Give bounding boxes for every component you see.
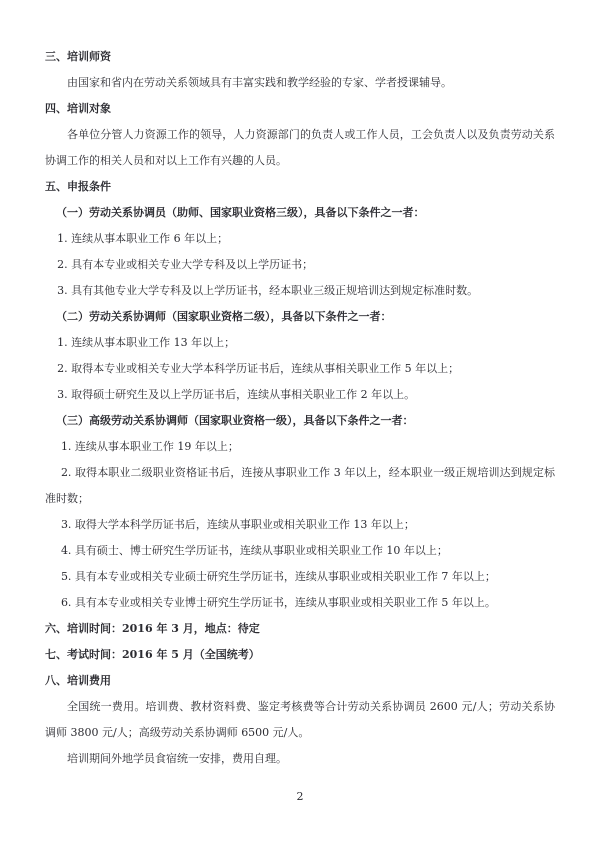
section-heading-exam-time: 七、考试时间：2016 年 5 月（全国统考） <box>45 648 260 661</box>
sub-heading-level-2-coordinator: （二）劳动关系协调师（国家职业资格二级），具备以下条件之一者： <box>56 310 392 323</box>
list-item: 2. 取得本职业二级职业资格证书后，连接从事职业工作 3 年以上，经本职业一级正规培训达到规定标准时数； <box>45 466 555 505</box>
sub-heading-level-3-coordinator: （一）劳动关系协调员（助师、国家职业资格三级），具备以下条件之一者： <box>56 206 425 219</box>
list-item: 3. 取得大学本科学历证书后，连续从事职业或相关职业工作 13 年以上； <box>60 518 415 531</box>
list-item: 1. 连续从事本职业工作 6 年以上； <box>57 232 229 245</box>
section-heading-training-audience: 四、培训对象 <box>45 102 111 115</box>
section-heading-training-faculty: 三、培训师资 <box>45 50 111 63</box>
section-heading-application-conditions: 五、申报条件 <box>45 180 111 193</box>
paragraph-fee-details: 全国统一费用。培训费、教材资料费、鉴定考核费等合计劳动关系协调员 2600 元/人；劳动关系协调师 3800 元/人；高级劳动关系协调师 6500 元/人。 <box>45 700 555 739</box>
paragraph-accommodation: 培训期间外地学员食宿统一安排，费用自理。 <box>67 752 287 765</box>
list-item: 2. 取得本专业或相关专业大学本科学历证书后，连续从事相关职业工作 5 年以上； <box>57 362 460 375</box>
sub-heading-level-1-coordinator: （三）高级劳动关系协调师（国家职业资格一级），具备以下条件之一者： <box>56 414 414 427</box>
list-item: 1. 连续从事本职业工作 13 年以上； <box>57 336 236 349</box>
list-item: 3. 具有其他专业大学专科及以上学历证书，经本职业三级正规培训达到规定标准时数。 <box>57 284 479 297</box>
paragraph-training-faculty: 由国家和省内在劳动关系领域具有丰富实践和教学经验的专家、学者授课辅导。 <box>67 76 452 89</box>
section-heading-training-fee: 八、培训费用 <box>45 674 111 687</box>
page-number: 2 <box>296 790 304 803</box>
list-item: 5. 具有本专业或相关专业硕士研究生学历证书，连续从事职业或相关职业工作 7 年以上； <box>60 570 496 583</box>
list-item: 3. 取得硕士研究生及以上学历证书后，连续从事相关职业工作 2 年以上。 <box>57 388 416 401</box>
list-item: 2. 具有本专业或相关专业大学专科及以上学历证书； <box>57 258 314 271</box>
paragraph-training-audience: 各单位分管人力资源工作的领导，人力资源部门的负责人或工作人员，工会负责人以及负责劳动关系协调工作的相关人员和对以上工作有兴趣的人员。 <box>45 128 555 167</box>
section-heading-training-time: 六、培训时间：2016 年 3 月，地点：待定 <box>45 622 260 635</box>
list-item: 1. 连续从事本职业工作 19 年以上； <box>60 440 239 453</box>
list-item: 6. 具有本专业或相关专业博士研究生学历证书，连续从事职业或相关职业工作 5 年以上。 <box>60 596 496 609</box>
list-item: 4. 具有硕士、博士研究生学历证书，连续从事职业或相关职业工作 10 年以上； <box>60 544 448 557</box>
